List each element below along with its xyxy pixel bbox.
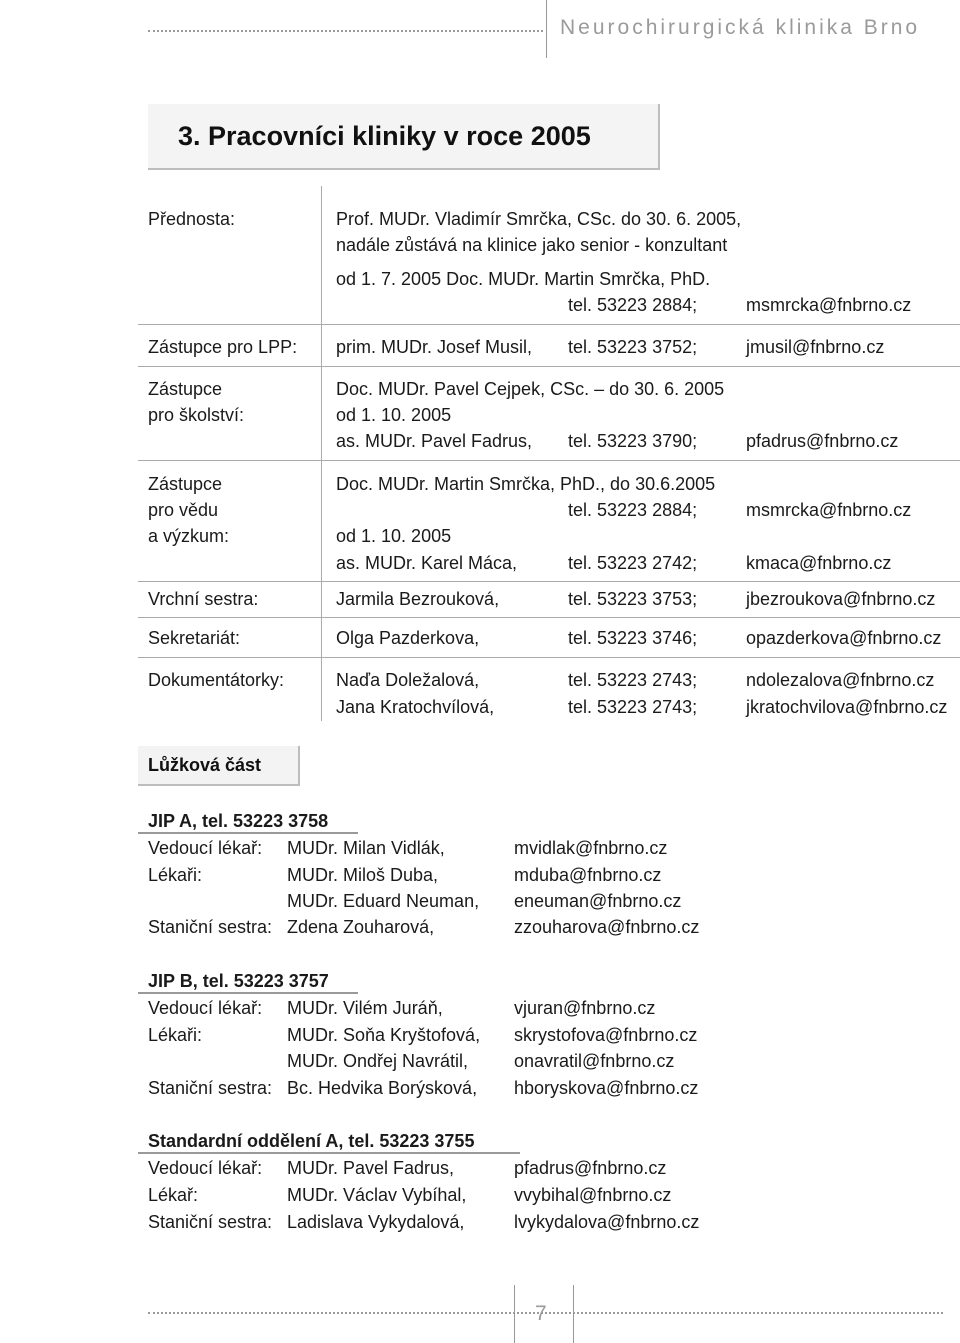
veda-line1: Doc. MUDr. Martin Smrčka, PhD., do 30.6.2005 [336,474,716,494]
skolstvi-name: as. MUDr. Pavel Fadrus, [336,431,533,451]
unit-role: Lékař: [148,1185,199,1205]
sekretariat-name: Olga Pazderkova, [336,628,480,648]
unit-name: MUDr. Ondřej Navrátil, [287,1051,469,1071]
row-divider [138,366,960,367]
page-number: 7 [535,1302,547,1325]
dokumentatorky-email-2: jkratochvilova@fnbrno.cz [746,697,948,717]
prednosta-email: msmrcka@fnbrno.cz [746,295,912,315]
unit-email: pfadrus@fnbrno.cz [514,1158,667,1178]
skolstvi-tel: tel. 53223 3790; [568,431,698,451]
vrchni-tel: tel. 53223 3753; [568,589,698,609]
unit-email: lvykydalova@fnbrno.cz [514,1212,700,1232]
prednosta-line1: Prof. MUDr. Vladimír Smrčka, CSc. do 30. 6. 2005, [336,209,742,229]
row-divider [138,324,960,325]
veda-email-2: kmaca@fnbrno.cz [746,553,892,573]
unit-name: Ladislava Vykydalová, [287,1212,465,1232]
unit-role: Staniční sestra: [148,917,273,937]
unit-role: Vedoucí lékař: [148,998,263,1018]
unit-name: MUDr. Vilém Juráň, [287,998,443,1018]
row-divider [138,657,960,658]
vrchni-email: jbezroukova@fnbrno.cz [746,589,936,609]
unit-email: hboryskova@fnbrno.cz [514,1078,699,1098]
unit-title-underline [138,1152,520,1154]
dokumentatorky-tel-1: tel. 53223 2743; [568,670,698,690]
lpp-label: Zástupce pro LPP: [148,337,298,357]
footer-divider-right [573,1285,574,1343]
unit-title: JIP B, tel. 53223 3757 [148,971,329,991]
veda-tel-1: tel. 53223 2884; [568,500,698,520]
unit-title-underline [138,992,358,994]
header-divider [546,0,547,58]
veda-line2: od 1. 10. 2005 [336,526,452,546]
unit-name: MUDr. Miloš Duba, [287,865,439,885]
section-title: 3. Pracovníci kliniky v roce 2005 [178,121,591,151]
skolstvi-email: pfadrus@fnbrno.cz [746,431,899,451]
veda-email-1: msmrcka@fnbrno.cz [746,500,912,520]
subsection-title: Lůžková část [148,755,262,775]
unit-role: Lékaři: [148,1025,203,1045]
dokumentatorky-label: Dokumentátorky: [148,670,285,690]
prednosta-tel: tel. 53223 2884; [568,295,698,315]
unit-role: Vedoucí lékař: [148,1158,263,1178]
row-divider [138,460,960,461]
sekretariat-label: Sekretariát: [148,628,241,648]
table-column-divider [321,186,322,721]
unit-email: mduba@fnbrno.cz [514,865,662,885]
unit-email: eneuman@fnbrno.cz [514,891,682,911]
skolstvi-line1: Doc. MUDr. Pavel Cejpek, CSc. – do 30. 6. 2005 [336,379,725,399]
footer-divider-left [514,1285,515,1343]
sekretariat-email: opazderkova@fnbrno.cz [746,628,942,648]
unit-title-underline [138,832,358,834]
unit-email: vjuran@fnbrno.cz [514,998,656,1018]
unit-name: MUDr. Václav Vybíhal, [287,1185,467,1205]
unit-name: MUDr. Pavel Fadrus, [287,1158,455,1178]
unit-email: zzouharova@fnbrno.cz [514,917,700,937]
vrchni-name: Jarmila Bezrouková, [336,589,500,609]
dokumentatorky-tel-2: tel. 53223 2743; [568,697,698,717]
veda-label-3: a výzkum: [148,526,230,546]
lpp-tel: tel. 53223 3752; [568,337,698,357]
unit-email: vvybihal@fnbrno.cz [514,1185,672,1205]
unit-name: MUDr. Eduard Neuman, [287,891,480,911]
unit-email: mvidlak@fnbrno.cz [514,838,668,858]
unit-role: Lékaři: [148,865,203,885]
veda-tel-2: tel. 53223 2742; [568,553,698,573]
skolstvi-line2: od 1. 10. 2005 [336,405,452,425]
unit-email: skrystofova@fnbrno.cz [514,1025,698,1045]
unit-email: onavratil@fnbrno.cz [514,1051,675,1071]
prednosta-label: Přednosta: [148,209,236,229]
veda-label-2: pro vědu [148,500,219,520]
vrchni-label: Vrchní sestra: [148,589,259,609]
dokumentatorky-email-1: ndolezalova@fnbrno.cz [746,670,935,690]
unit-name: MUDr. Milan Vidlák, [287,838,445,858]
section-title-box [148,104,660,170]
row-divider [138,581,960,582]
prednosta-line3: od 1. 7. 2005 Doc. MUDr. Martin Smrčka, PhD. [336,269,711,289]
skolstvi-label-1: Zástupce [148,379,223,399]
veda-label-1: Zástupce [148,474,223,494]
unit-name: Zdena Zouharová, [287,917,435,937]
unit-title: JIP A, tel. 53223 3758 [148,811,329,831]
unit-role: Staniční sestra: [148,1078,273,1098]
unit-role: Vedoucí lékař: [148,838,263,858]
unit-name: MUDr. Soňa Kryštofová, [287,1025,481,1045]
dokumentatorky-name-2: Jana Kratochvílová, [336,697,495,717]
row-divider [138,617,960,618]
sekretariat-tel: tel. 53223 3746; [568,628,698,648]
unit-name: Bc. Hedvika Borýsková, [287,1078,478,1098]
lpp-email: jmusil@fnbrno.cz [746,337,885,357]
lpp-name: prim. MUDr. Josef Musil, [336,337,533,357]
header-dotted-rule [148,30,543,32]
running-header: Neurochirurgická klinika Brno [560,16,921,39]
skolstvi-label-2: pro školství: [148,405,245,425]
veda-name: as. MUDr. Karel Máca, [336,553,518,573]
dokumentatorky-name-1: Naďa Doležalová, [336,670,480,690]
subsection-title-box [138,746,300,786]
unit-title: Standardní oddělení A, tel. 53223 3755 [148,1131,475,1151]
unit-role: Staniční sestra: [148,1212,273,1232]
prednosta-line2: nadále zůstává na klinice jako senior - konzultant [336,235,728,255]
